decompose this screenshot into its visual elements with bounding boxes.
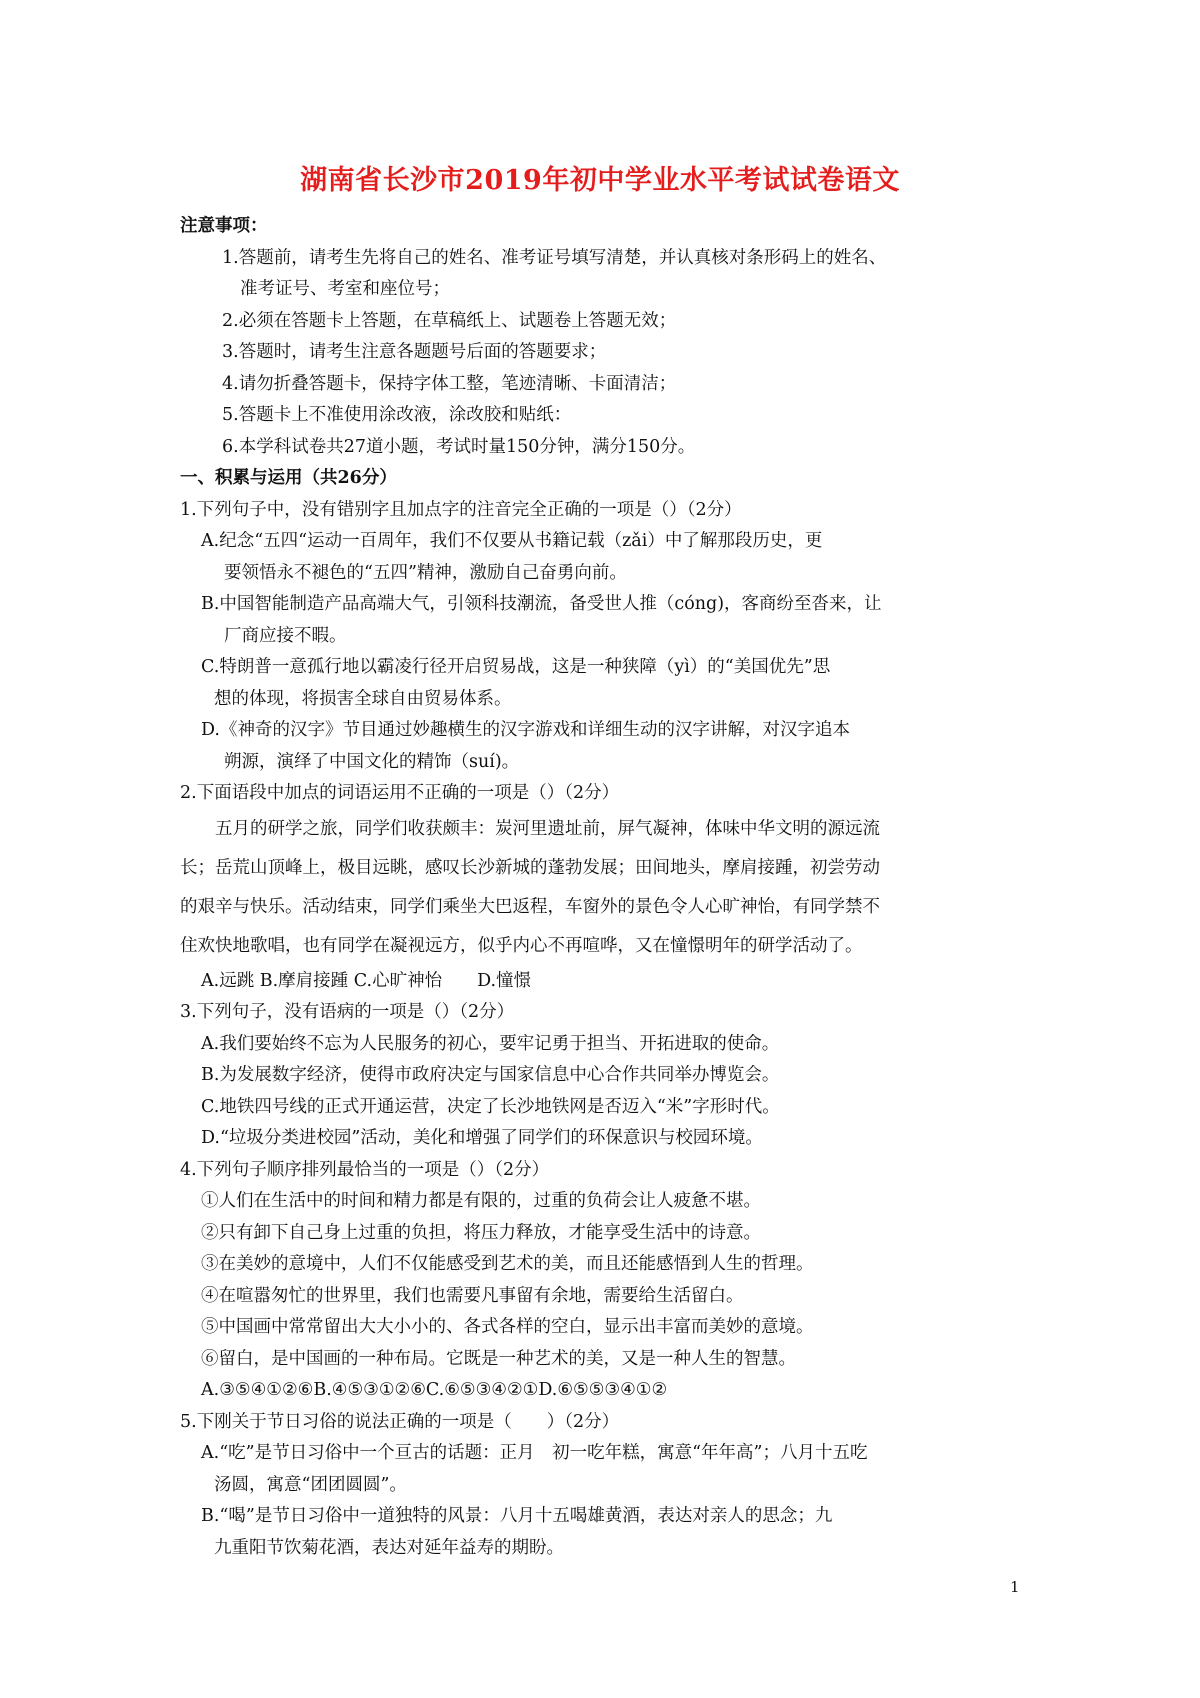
question-4-stem: 4.下列句子顺序排列最恰当的一项是（）（2分） (180, 1159, 550, 1180)
question-2-passage (180, 810, 1025, 966)
question-5-option-b-cont: 九重阳节饮菊花酒，表达对延年益寿的期盼。 (214, 1537, 564, 1558)
exam-body (180, 211, 1025, 1564)
question-4-sentence: ⑥留白，是中国画的一种布局。它既是一种艺术的美，又是一种人生的智慧。 (201, 1348, 796, 1369)
question-1-option-b: B.中国智能制造产品高端大气，引领科技潮流，备受世人推（cóng)，客商纷至沓来，让 (201, 594, 882, 614)
question-1-option-c: C.特朗普一意孤行地以霸凌行径开启贸易战，这是一种狭障（yì）的“美国优先”思 (201, 657, 831, 677)
question-2-stem: 2.下面语段中加点的词语运用不正确的一项是（）（2分） (180, 783, 620, 803)
notice-item: 5.答题卡上不准使用涂改液，涂改胶和贴纸： (222, 405, 572, 425)
section-heading: 一、积累与运用（共26分） (180, 468, 397, 488)
question-4-options: A.③⑤④①②⑥B.④⑤③①②⑥C.⑥⑤③④②①D.⑥⑤⑤③④①② (201, 1380, 668, 1400)
page-number: 1 (1010, 1578, 1020, 1596)
page-title: 湖南省长沙市2019年初中学业水平考试试卷语文 (300, 165, 900, 196)
question-1-stem: 1.下列句子中，没有错别字且加点字的注音完全正确的一项是（）（2分） (180, 499, 742, 520)
question-3-option-c: C.地铁四号线的正式开通运营，决定了长沙地铁网是否迈入“米”字形时代。 (201, 1096, 780, 1117)
question-1-option-d: D.《神奇的汉字》节目通过妙趣横生的汉字游戏和详细生动的汉字讲解，对汉字追本 (201, 720, 850, 740)
question-4-sentence: ③在美妙的意境中，人们不仅能感受到艺术的美，而且还能感悟到人生的哲理。 (201, 1254, 814, 1274)
question-2-options: A.远跳 B.摩肩接踵 C.心旷神怡 D.憧憬 (201, 970, 532, 991)
question-4-sentence: ⑤中国画中常常留出大大小小的、各式各样的空白，显示出丰富而美妙的意境。 (201, 1317, 814, 1337)
notice-item: 4.请勿折叠答题卡，保持字体工整，笔迹清晰、卡面清洁； (222, 373, 677, 394)
passage-line: 长；岳荒山顶峰上，极目远眺，感叹长沙新城的蓬勃发展；田间地头，摩肩接踵，初尝劳动 (180, 857, 880, 878)
notice-item: 3.答题时，请考生注意各题题号后面的答题要求； (222, 342, 607, 362)
notice-item: 1.答题前，请考生先将自己的姓名、准考证号填写清楚，并认真核对条形码上的姓名、 (222, 247, 887, 268)
question-1-option-d-cont: 朔源，演绎了中国文化的精饰（suí)。 (224, 751, 520, 772)
passage-line: 的艰辛与快乐。活动结束，同学们乘坐大巴返程，车窗外的景色令人心旷神怡，有同学禁不 (180, 896, 880, 917)
notice-item: 6.本学科试卷共27道小题，考试时量150分钟，满分150分。 (222, 436, 696, 457)
question-5-stem: 5.下刚关于节日习俗的说法正确的一项是（ ）（2分） (180, 1411, 620, 1432)
question-5-option-b: B.“喝”是节日习俗中一道独特的风景：八月十五喝雄黄酒，表达对亲人的思念；九 (201, 1506, 833, 1526)
question-4-sentence: ①人们在生活中的时间和精力都是有限的，过重的负荷会让人疲惫不堪。 (201, 1191, 761, 1211)
question-5-option-a-cont: 汤圆，寓意“团团圆圆”。 (214, 1474, 407, 1495)
question-1-option-c-cont: 想的体现，将损害全球自由贸易体系。 (214, 688, 512, 709)
question-1-option-a: A.纪念“五四“运动一百周年，我们不仅要从书籍记载（zǎi）中了解那段历史，更 (201, 531, 823, 551)
question-1-option-a-cont: 要领悟永不褪色的“五四”精神，激励自己奋勇向前。 (224, 562, 627, 583)
passage-line: 五月的研学之旅，同学们收获颇丰：炭河里遗址前，屏气凝神，体味中华文明的源远流 (215, 818, 880, 839)
notice-item: 2.必须在答题卡上答题，在草稿纸上、试题卷上答题无效； (222, 310, 677, 331)
question-3-option-a: A.我们要始终不忘为人民服务的初心，要牢记勇于担当、开拓进取的使命。 (201, 1033, 780, 1054)
question-5-option-a: A.“吃”是节日习俗中一个亘古的话题：正月 初一吃年糕，寓意“年年高”；八月十五吃 (201, 1443, 868, 1463)
question-3-stem: 3.下列句子，没有语病的一项是（）（2分） (180, 1002, 515, 1022)
notice-item: 准考证号、考室和座位号； (240, 279, 450, 299)
question-3-option-b: B.为发展数字经济，使得市政府决定与国家信息中心合作共同举办博览会。 (201, 1065, 780, 1085)
notice-heading: 注意事项： (180, 216, 268, 236)
passage-line: 住欢快地歌唱，也有同学在凝视远方，似乎内心不再喧哗，又在憧憬明年的研学活动了。 (180, 935, 863, 956)
question-4-sentence: ②只有卸下自己身上过重的负担，将压力释放，才能享受生活中的诗意。 (201, 1222, 761, 1243)
question-1-option-b-cont: 厂商应接不暇。 (224, 625, 347, 646)
question-4-sentence: ④在喧嚣匆忙的世界里，我们也需要凡事留有余地，需要给生活留白。 (201, 1285, 744, 1306)
question-3-option-d: D.“垃圾分类进校园”活动，美化和增强了同学们的环保意识与校园环境。 (201, 1128, 763, 1148)
